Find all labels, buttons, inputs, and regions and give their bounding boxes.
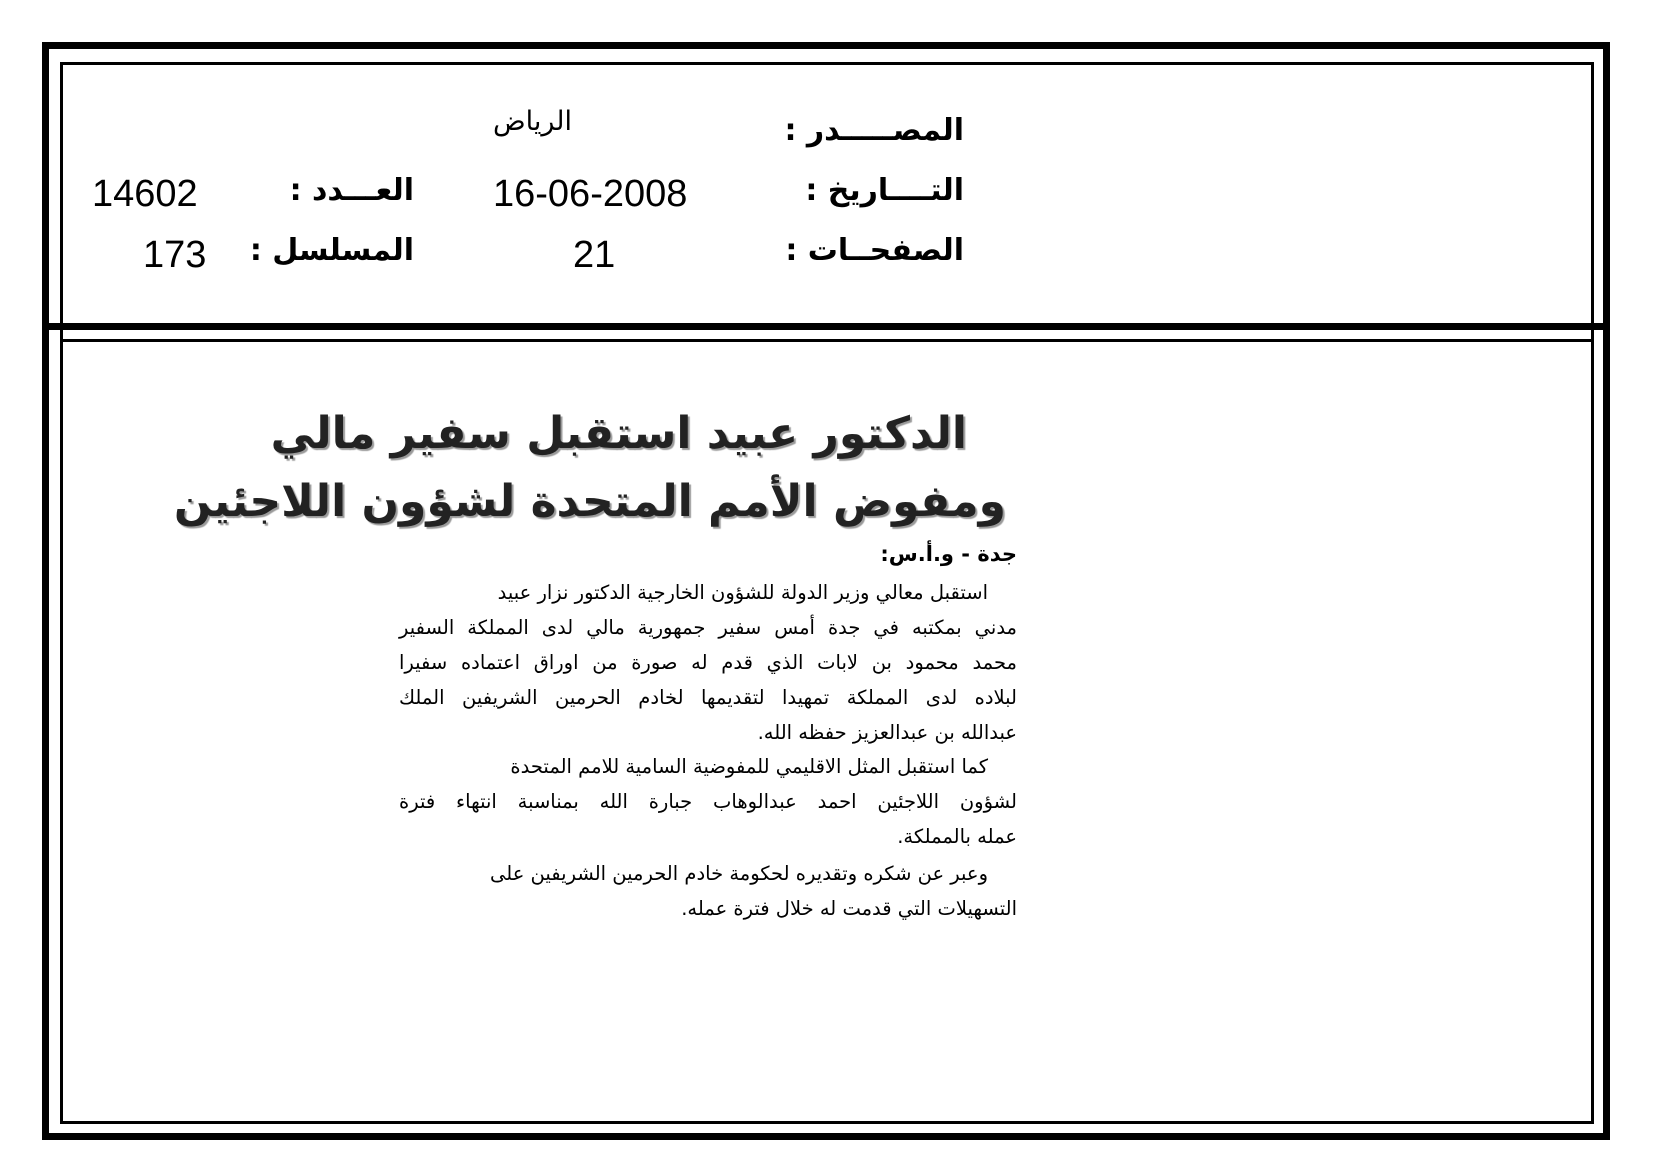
- issue-label: العـــدد :: [289, 173, 414, 208]
- paragraph-line: عبدالله بن عبدالعزيز حفظه الله.: [757, 721, 1017, 744]
- header-divider-thin: [60, 339, 1594, 342]
- dateline: جدة - و.أ.س:: [880, 542, 1017, 566]
- paragraph-line: لبلاده لدى المملكة تمهيدا لتقديمها لخادم الحرمين الشريفين الملك: [399, 686, 1017, 709]
- paragraph-line: عمله بالمملكة.: [897, 825, 1017, 848]
- paragraph-line: لشؤون اللاجئين احمد عبدالوهاب جبارة الله بمناسبة انتهاء فترة: [399, 790, 1017, 813]
- serial-value: 173: [143, 234, 207, 276]
- pages-value: 21: [573, 234, 616, 276]
- header-divider: [42, 323, 1610, 330]
- headline-line-2: ومفوض الأمم المتحدة لشؤون اللاجئين: [173, 476, 1006, 527]
- paragraph-line: محمد محمود بن لابات الذي قدم له صورة من اوراق اعتماده سفيرا: [399, 651, 1017, 674]
- source-label: المصـــــدر :: [784, 113, 964, 148]
- source-value: الرياض: [492, 106, 572, 137]
- paragraph-line: وعبر عن شكره وتقديره لحكومة خادم الحرمين الشريفين على: [490, 862, 988, 885]
- issue-value: 14602: [92, 173, 198, 215]
- paragraph-line: التسهيلات التي قدمت له خلال فترة عمله.: [681, 897, 1017, 920]
- paragraph-line: كما استقبل المثل الاقليمي للمفوضية السامية للامم المتحدة: [510, 755, 988, 778]
- date-label: التــــاريخ :: [805, 173, 964, 208]
- serial-label: المسلسل :: [249, 233, 414, 268]
- date-value: 16-06-2008: [493, 173, 688, 215]
- paragraph-line: مدني بمكتبه في جدة أمس سفير جمهورية مالي لدى المملكة السفير: [399, 616, 1017, 639]
- headline-line-1: الدكتور عبيد استقبل سفير مالي: [270, 408, 967, 459]
- pages-label: الصفحــات :: [785, 233, 964, 268]
- paragraph-line: استقبل معالي وزير الدولة للشؤون الخارجية الدكتور نزار عبيد: [497, 581, 988, 604]
